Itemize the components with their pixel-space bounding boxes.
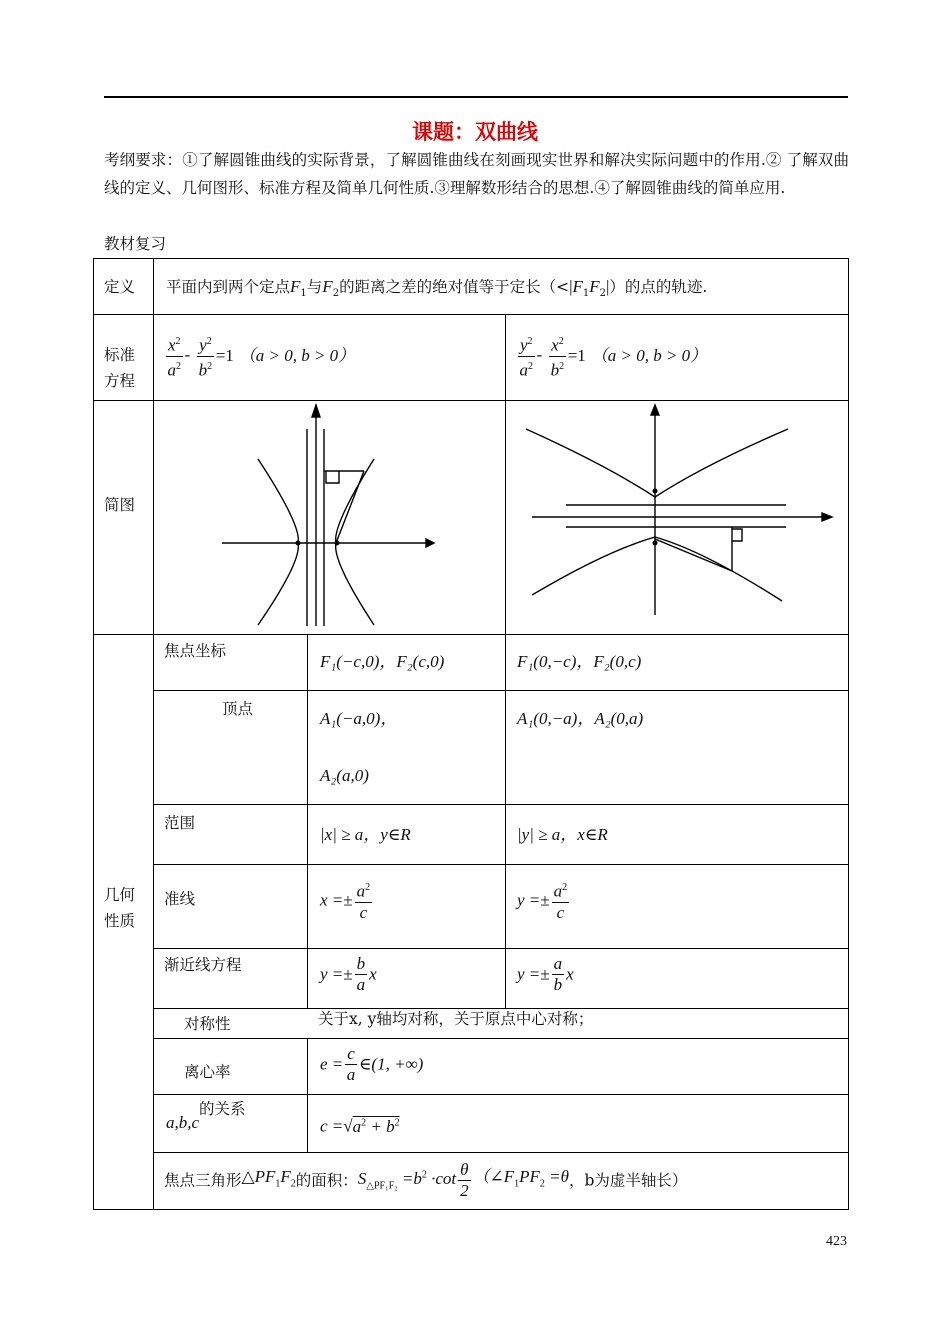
focus-bottom-dot bbox=[653, 541, 658, 546]
asymptote-vertical: y =± $\frac{a}{b}$ x bbox=[517, 954, 574, 994]
page-title: 课题：双曲线 bbox=[412, 120, 538, 144]
focus-right-dot bbox=[335, 541, 340, 546]
standard-equation-horizontal: $\frac{x^2}{a^2}$ - $\frac{y^2}{b^2}$ =1 （a > 0, b > 0） bbox=[164, 332, 355, 380]
focus-top-dot bbox=[653, 489, 658, 494]
foci-horizontal: F₁(−c,0)，F₂(c,0) bbox=[320, 652, 445, 671]
focal-triangle-area: 焦点三角形$\triangle PF_1F_2$的面积：$S_{\triangle PF_1F_2} =b^2 \cdot\cot$ $\frac{\theta}{2}$ （$\angle F_1PF_2 =\theta$，b为虚半轴长） bbox=[164, 1160, 688, 1200]
hyperbola-horizontal-sketch bbox=[154, 401, 505, 634]
range-label: 范围 bbox=[164, 814, 196, 832]
standard-equation-vertical: $\frac{y^2}{a^2}$ - $\frac{x^2}{b^2}$ =1 （a > 0, b > 0） bbox=[516, 332, 707, 380]
range-vertical: |y| ≥ a，x∈R bbox=[517, 825, 608, 844]
page-number: 423 bbox=[826, 1234, 847, 1249]
symmetry-text: 关于x, y轴均对称，关于原点中心对称； bbox=[318, 1010, 594, 1028]
x-axis-arrow bbox=[822, 513, 832, 521]
upper-branch bbox=[526, 429, 788, 497]
vertices-label: 顶点 bbox=[222, 700, 254, 718]
eccentricity-label: 离心率 bbox=[184, 1063, 231, 1081]
directrix-vertical: y =± $\frac{a^2}{c}$ bbox=[517, 878, 571, 923]
vertices-vertical: A₁(0,−a)，A₂(0,a) bbox=[517, 709, 644, 728]
properties-label-1: 几何 bbox=[104, 886, 136, 904]
standard-label-2: 方程 bbox=[104, 372, 136, 390]
asymptote-horizontal: y =± $\frac{b}{a}$ x bbox=[320, 954, 377, 994]
foci-vertical: F₁(0,−c)，F₂(0,c) bbox=[517, 652, 642, 671]
top-rule bbox=[104, 96, 848, 98]
relation-formula: $c =√a^2 + b^2$ bbox=[320, 1116, 400, 1136]
vertex-horizontal-1: A₁(−a,0)， bbox=[320, 709, 398, 728]
y-axis-arrow bbox=[651, 405, 659, 415]
foci-label: 焦点坐标 bbox=[164, 642, 227, 660]
symmetry-label: 对称性 bbox=[184, 1015, 231, 1033]
focus-left-dot bbox=[296, 541, 301, 546]
range-horizontal: |x| ≥ a，y∈R bbox=[320, 825, 411, 844]
x-axis-arrow bbox=[426, 539, 434, 547]
right-branch bbox=[336, 459, 374, 625]
sketch-label: 简图 bbox=[104, 496, 136, 514]
eccentricity-formula: e = $\frac{c}{a}$ ∈(1, +∞) bbox=[320, 1044, 424, 1084]
definition-label: 定义 bbox=[104, 278, 136, 296]
section-heading: 教材复习 bbox=[104, 235, 167, 253]
hyperbola-vertical-sketch bbox=[506, 401, 848, 634]
directrix-label: 准线 bbox=[164, 890, 196, 908]
relation-label: a,b,c的关系 bbox=[166, 1100, 246, 1132]
standard-label-1: 标准 bbox=[104, 346, 136, 364]
vertex-horizontal-2: A₂(a,0) bbox=[320, 766, 369, 785]
definition-text: 平面内到两个定点$F_1$与$F_2$的距离之差的绝对值等于定长$(<|F_1F_2|)$的点的轨迹. bbox=[166, 277, 708, 300]
left-branch bbox=[258, 459, 298, 625]
directrix-horizontal: x =± $\frac{a^2}{c}$ bbox=[320, 878, 374, 923]
lower-branch bbox=[532, 537, 782, 601]
asymptote-label: 渐近线方程 bbox=[164, 956, 242, 974]
y-axis-arrow bbox=[312, 405, 320, 417]
syllabus-requirements: 考纲要求：①了解圆锥曲线的实际背景，了解圆锥曲线在刻画现实世界和解决实际问题中的作用.② 了解双曲线的定义、几何图形、标准方程及简单几何性质.③理解数形结合的思想.④了解圆锥曲线的简单应用. bbox=[104, 151, 849, 197]
properties-label-2: 性质 bbox=[104, 912, 136, 930]
